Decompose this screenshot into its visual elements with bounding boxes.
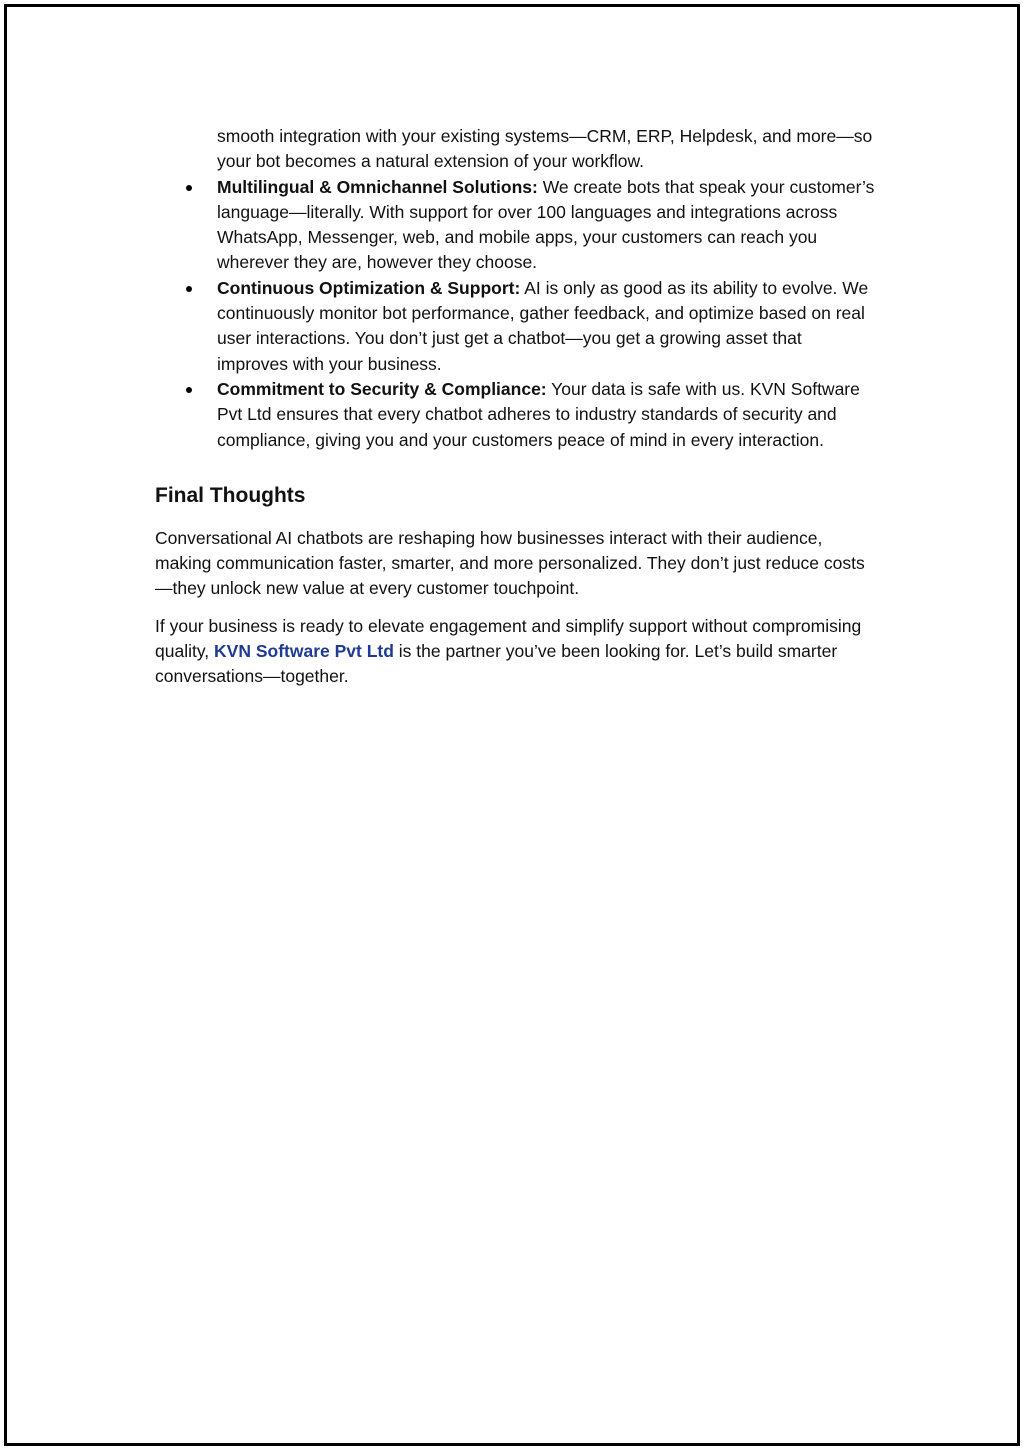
bullet-term: Commitment to Security & Compliance: xyxy=(217,378,547,399)
paragraph-text: is the partner you’ve been looking for. Let’s build smarter conversations—together. xyxy=(155,641,838,687)
bullet-term: Continuous Optimization & Support: xyxy=(217,277,521,298)
final-thoughts-paragraph-2 xyxy=(155,614,875,690)
feature-bullet-list xyxy=(155,175,875,453)
final-thoughts-paragraph-1: Conversational AI chatbots are reshaping how businesses interact with their audience, making communication faster, smarter, and more personalized. They don’t just reduce costs—they unlock new value at every customer touchpoint. xyxy=(155,527,865,599)
bullet-text: Your data is safe with us. KVN Software Pvt Ltd ensures that every chatbot adheres to industry standards of security and compliance, giving you and your customers peace of mind in every interaction. xyxy=(217,378,860,450)
company-link[interactable]: KVN Software Pvt Ltd xyxy=(214,641,394,662)
bullet-icon xyxy=(186,387,192,393)
paragraph-text: If your business is ready to elevate engagement and simplify support without compromising quality, xyxy=(155,615,862,662)
bullet-icon xyxy=(186,286,192,292)
bullet-term: Multilingual & Omnichannel Solutions: xyxy=(217,176,538,197)
bullet-text: AI is only as good as its ability to evolve. We continuously monitor bot performance, gather feedback, and optimize based on real user interactions. You don’t just get a chatbot—you get a growing asset that improves with your business. xyxy=(217,277,869,374)
bullet-item-multilingual xyxy=(155,175,875,276)
bullet-continuation-text: smooth integration with your existing systems—CRM, ERP, Helpdesk, and more—so your bot becomes a natural extension of your workflow. xyxy=(217,126,873,172)
bullet-text: We create bots that speak your customer’s language—literally. With support for over 100 languages and integrations across WhatsApp, Messenger, web, and mobile apps, your customers can reach you wherever they are, however they choose. xyxy=(217,176,875,273)
bullet-icon xyxy=(186,185,192,191)
bullet-item-security xyxy=(155,377,875,453)
section-heading-final-thoughts: Final Thoughts xyxy=(155,483,306,507)
bullet-item-optimization xyxy=(155,276,875,377)
document-content xyxy=(155,124,875,702)
